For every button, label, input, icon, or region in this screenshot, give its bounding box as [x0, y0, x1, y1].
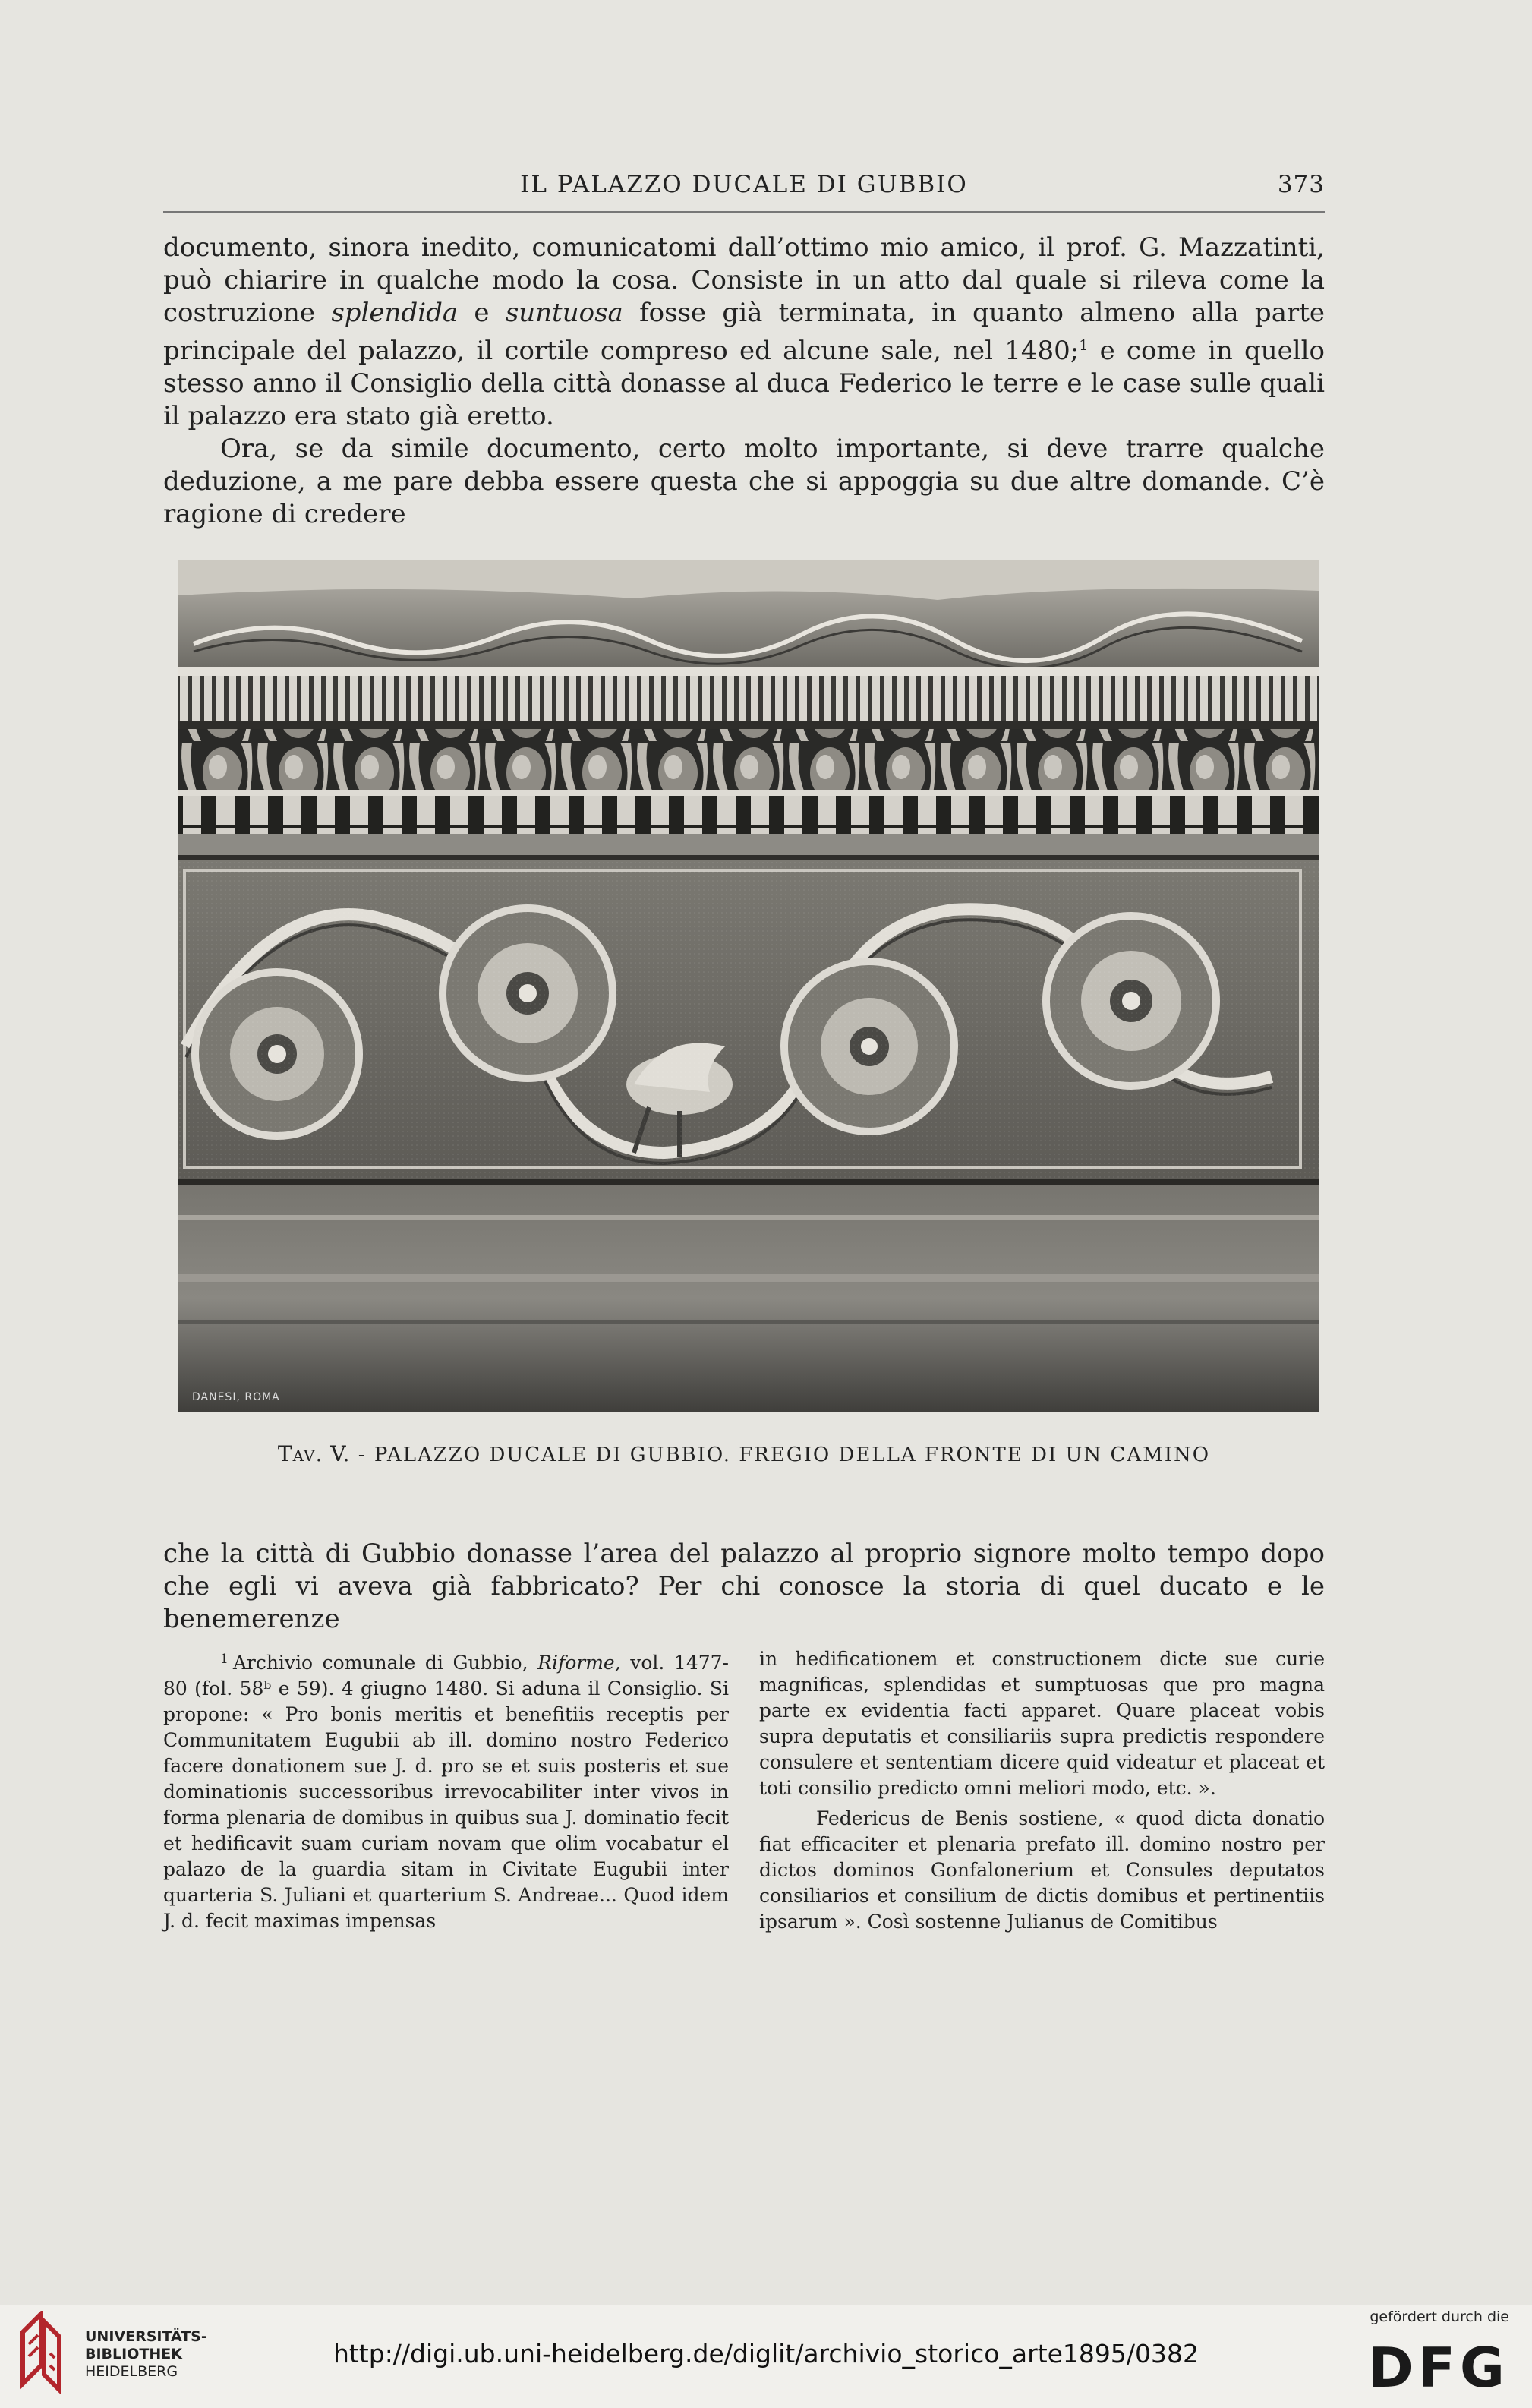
frieze-illustration — [178, 560, 1319, 1412]
caption-plate-number: Tav. V. — [277, 1441, 351, 1466]
egg-and-dart-molding — [178, 729, 1319, 790]
header-rule — [163, 211, 1325, 213]
dentil-molding — [178, 676, 1319, 721]
footnote-column-right — [759, 1646, 1325, 1935]
footnote-column-left — [163, 1646, 729, 1934]
sponsor-label: gefördert durch die — [1370, 2309, 1509, 2325]
emphasis-suntuosa: suntuosa — [505, 298, 623, 328]
emphasis-splendida: splendida — [331, 298, 459, 328]
plate-caption — [163, 1441, 1325, 1466]
footnote-1-paragraph-2: Federicus de Benis sostiene, « quod dicta donatio fiat efficaciter et plenaria prefato ill. domino nostro per dictos dominos Gonfalonerium et Consules deputatos consiliarios et consilium de dictis domibus et pertinentiis ipsarum ». Così sostenne Julianus de Comitibus — [759, 1807, 1325, 1933]
permalink-url[interactable]: http://digi.ub.uni-heidelberg.de/diglit/archivio_storico_arte1895/0382 — [333, 2339, 1199, 2369]
paragraph-3: che la città di Gubbio donasse l’area del palazzo al proprio signore molto tempo dopo che egli vi aveva già fabbricato? Per chi conosce la storia di quel ducato e le benemerenze — [163, 1539, 1325, 1634]
running-title: IL PALAZZO DUCALE DI GUBBIO — [520, 171, 968, 198]
caption-text: - PALAZZO DUCALE DI GUBBIO. FREGIO DELLA FRONTE DI UN CAMINO — [358, 1444, 1211, 1466]
dfg-logo: DFG — [1367, 2336, 1509, 2400]
paragraph-2: Ora, se da simile documento, certo molto importante, si deve trarre qualche deduzione, a me pare debba essere questa che si appoggia su due altre domande. C’è ragione di credere — [163, 434, 1325, 529]
footnote-1-continued: in hedificationem et constructionem dicte sue curie magnificas, splendidas et sumptuosas que pro magna parte ex evidentia facti apparet. Quare placeat vobis supra deputatis et consiliariis supra predictis respondere consulere et sententiam dicere quid videatur et placeat et toti consilio predicto omni meliori modo, etc. ». — [759, 1648, 1325, 1799]
body-text-top — [163, 232, 1325, 531]
block-molding — [178, 796, 1319, 834]
footnote-mark: 1 — [220, 1652, 229, 1667]
body-text-bottom — [163, 1538, 1325, 1636]
library-name: UNIVERSITÄTS- BIBLIOTHEK HEIDELBERG — [85, 2328, 207, 2380]
page-number: 373 — [1277, 171, 1325, 198]
plate-image-fireplace-frieze — [178, 560, 1319, 1412]
footnote-1: $^1$ Archivio comunale di Gubbio, Riforme, vol. 1477-80 (fol. 58ᵇ e 59). 4 giugno 1480. Si aduna il Consiglio. Si propone: « Pro bonis meritis et benefitiis receptis per Communitatem Eugubii ab ill. domino nostro Federico facere donationem sue J. d. pro se et suis posteris et sue dominationis successoribus irrevocabiliter inter vivos in forma plenaria de domibus in quibus sua J. dominatio fecit et hedificavit suam curiam novam que olim vocabatur el palazo de la guardia sitam in Civitate Eugubii inter quarteria S. Juliani et quarterium S. Andreae... Quod idem J. d. fecit maximas impensas — [163, 1652, 729, 1932]
footnote-emphasis-riforme: Riforme, — [537, 1652, 621, 1674]
running-head — [163, 171, 1325, 201]
paragraph-1: documento, sinora inedito, comunicatomi dall’ottimo mio amico, il prof. G. Mazzatinti, può chiarire in qualche modo la cosa. Consiste in un atto dal quale si rileva come la costruzione splendida e suntuosa fosse già terminata, in quanto almeno alla parte principale del palazzo, il cortile compreso ed alcune sale, nel 1480;$^1$ e come in quello stesso anno il Consiglio della città donasse al duca Federico le terre e le case sulle quali il palazzo era stato già eretto. — [163, 232, 1326, 431]
footnote-reference[interactable]: 1 — [1079, 337, 1089, 354]
plate-credit: DANESI, ROMA — [192, 1391, 280, 1403]
